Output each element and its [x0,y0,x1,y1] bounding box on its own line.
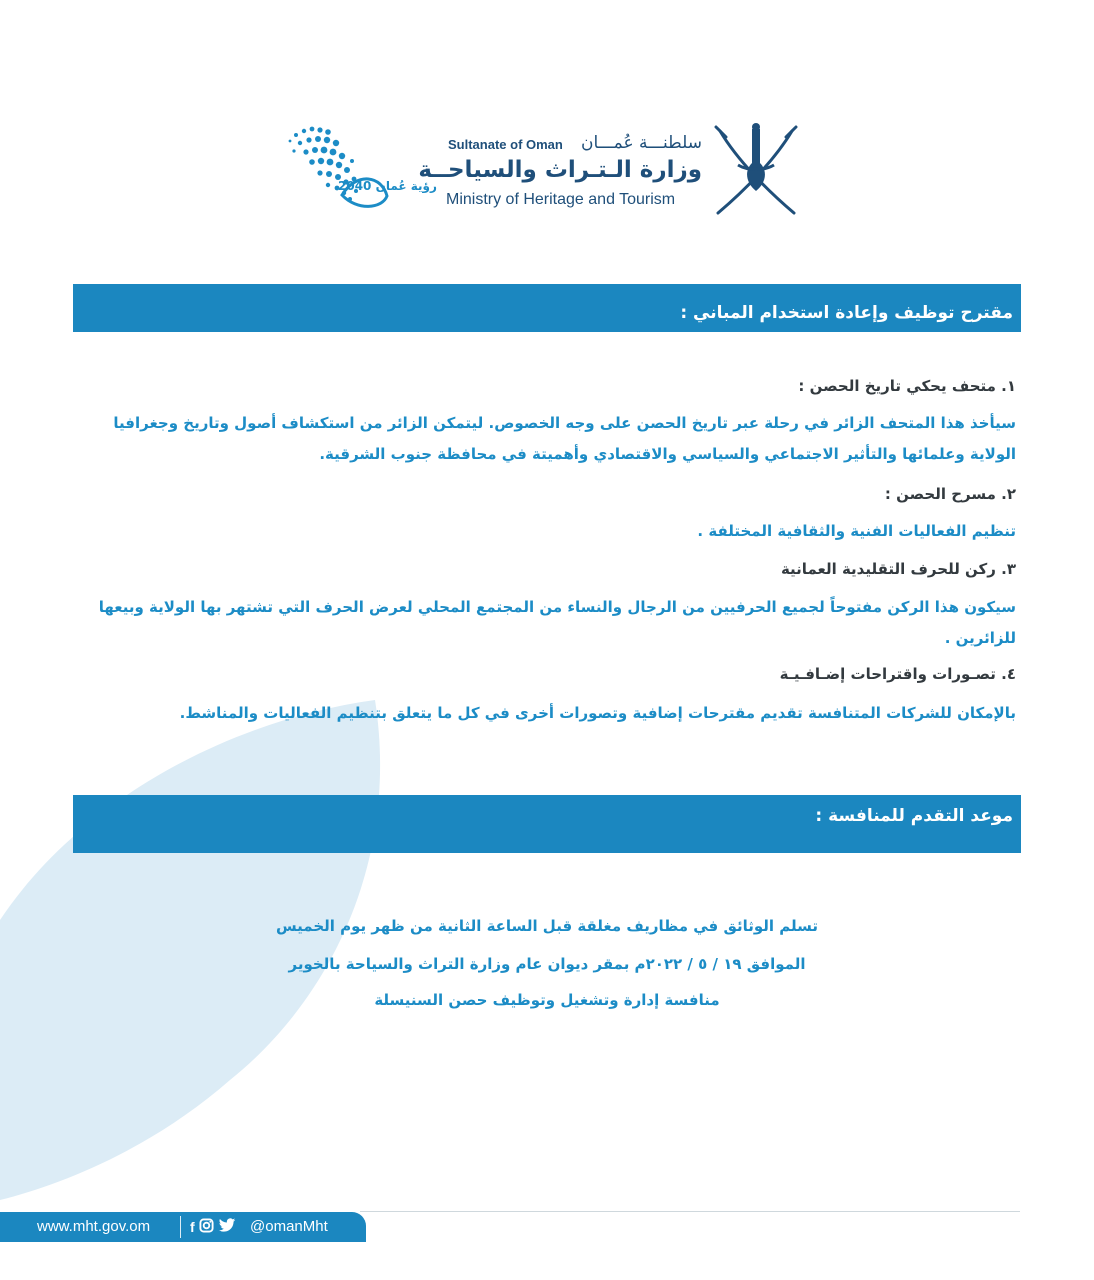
instagram-icon[interactable] [199,1218,214,1237]
header-logos [0,115,1094,225]
item-2-title: ٢. مسرح الحصن : [884,485,1016,503]
footer-bar [0,1212,366,1242]
social-handle[interactable]: @omanMht [250,1218,328,1235]
footer-separator [180,1216,181,1238]
item-1-body: سيأخذ هذا المتحف الزائر في رحلة عبر تاريخ الحصن على وجه الخصوص. ليتمكن الزائر من استكشاف أصول وتاريخ وجغرافيا الولاية وعلمائها والتأثير الاجتماعي والسياسي والاقتصادي وأهميتة في محافظة جنوب الشرقية. [113,414,1016,463]
item-3-title: ٣. ركن للحرف التقليدية العمانية [780,560,1016,578]
oman-vision-2040-logo [282,121,412,219]
footer-divider [360,1211,1020,1212]
twitter-icon[interactable] [218,1218,236,1237]
deadline-line-3: منافسة إدارة وتشغيل وتوظيف حصن السنيسلة [374,991,720,1009]
social-icons [190,1217,236,1237]
item-4-body: بالإمكان للشركات المتنافسة تقديم مقترحات إضافية وتصورات أخرى في كل ما يتعلق بتنظيم الفعاليات والمناشط. [179,704,1016,722]
oman-national-emblem [708,121,804,221]
deadline-line-2: الموافق ١٩ / ٥ / ٢٠٢٢م بمقر ديوان عام وزارة التراث والسياحة بالخوير [288,955,806,973]
sultanate-english: Sultanate of Oman [448,137,563,152]
sultanate-arabic: سلطنـــة عُمـــان [581,133,702,153]
facebook-icon[interactable]: f [190,1219,195,1235]
ministry-wordmark [418,133,702,223]
section-header-building-reuse: مقترح توظيف وإعادة استخدام المباني : [73,284,1021,332]
vision-2040-text: رؤية عُمان 2040 [338,179,437,193]
item-1-title: ١. متحف يحكي تاريخ الحصن : [798,377,1016,395]
section-header-submission-deadline: موعد التقدم للمنافسة : [73,795,1021,853]
item-3-body: سيكون هذا الركن مفتوحاً لجميع الحرفيين من الرجال والنساء من المجتمع المحلي لعرض الحرف التي تشتهر بها الولاية وبيعها للزائرين . [98,598,1016,647]
ministry-arabic: وزارة الـتـراث والسياحــة [418,157,702,183]
ministry-english: Ministry of Heritage and Tourism [446,191,676,208]
item-4-title: ٤. تصـورات واقتراحات إضـافـيـة [779,665,1016,683]
deadline-line-1: تسلم الوثائق في مظاريف مغلقة قبل الساعة الثانية من ظهر يوم الخميس [275,917,819,935]
item-2-body: تنظيم الفعاليات الفنية والثقافية المختلفة . [697,522,1016,540]
website-link[interactable]: www.mht.gov.om [37,1218,151,1235]
